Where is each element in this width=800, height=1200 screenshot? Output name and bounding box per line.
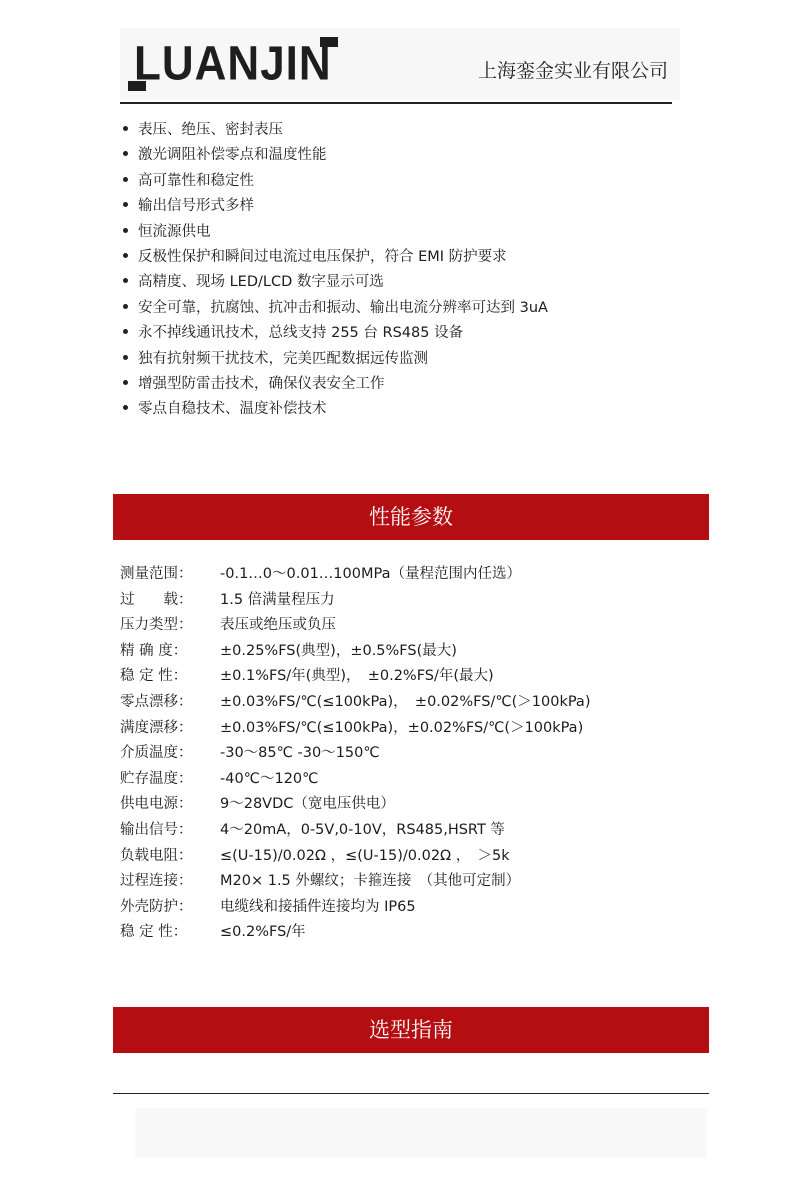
spec-value: -40℃～120℃ xyxy=(220,770,319,787)
spec-label: 零点漂移： xyxy=(120,693,193,710)
spec-value: 9～28VDC（宽电压供电） xyxy=(220,796,395,813)
luanjin-logo xyxy=(128,36,333,92)
feature-item: 安全可靠，抗腐蚀、抗冲击和振动、输出电流分辨率可达到 3uA xyxy=(120,296,548,321)
spec-row xyxy=(120,562,590,588)
spec-label: 过程连接： xyxy=(120,873,193,890)
feature-item: 独有抗射频干扰技术，完美匹配数据远传监测 xyxy=(120,347,548,372)
feature-item: 增强型防雷击技术，确保仪表安全工作 xyxy=(120,372,548,397)
spec-value: M20× 1.5 外螺纹；卡箍连接 （其他可定制） xyxy=(220,873,521,890)
spec-value: ±0.03%FS/℃(≤100kPa)， ±0.02%FS/℃(＞100kPa) xyxy=(220,693,591,710)
spec-row xyxy=(120,920,590,946)
feature-item: 激光调阻补偿零点和温度性能 xyxy=(120,143,548,168)
spec-row xyxy=(120,869,590,895)
spec-value: 电缆线和接插件连接均为 IP65 xyxy=(220,898,416,915)
feature-item: 输出信号形式多样 xyxy=(120,194,548,219)
bullet-icon xyxy=(123,355,128,360)
spec-label: 贮存温度： xyxy=(120,770,193,787)
feature-item: 永不掉线通讯技术，总线支持 255 台 RS485 设备 xyxy=(120,321,548,346)
logo-text: LUANJIN xyxy=(134,36,332,91)
feature-item: 高可靠性和稳定性 xyxy=(120,169,548,194)
bullet-icon xyxy=(123,405,128,410)
header-divider xyxy=(120,102,672,104)
spec-value: ±0.1%FS/年(典型)， ±0.2%FS/年(最大) xyxy=(220,668,494,685)
spec-value: 4～20mA，0-5V,0-10V，RS485,HSRT 等 xyxy=(220,821,505,838)
footer-area xyxy=(135,1108,707,1158)
spec-label: 外壳防护： xyxy=(120,898,193,915)
bullet-icon xyxy=(123,151,128,156)
spec-value: 表压或绝压或负压 xyxy=(220,617,336,634)
spec-row xyxy=(120,690,590,716)
spec-value: ±0.25%FS(典型)，±0.5%FS(最大) xyxy=(220,642,457,659)
spec-value: -0.1…0～0.01…100MPa（量程范围内任选） xyxy=(220,566,521,582)
spec-label: 供电电源： xyxy=(120,796,193,813)
bullet-icon xyxy=(123,253,128,258)
feature-item: 反极性保护和瞬间过电流过电压保护，符合 EMI 防护要求 xyxy=(120,245,548,270)
spec-row xyxy=(120,767,590,793)
spec-table xyxy=(120,562,590,946)
spec-label: 稳 定 性： xyxy=(120,924,188,941)
bullet-icon xyxy=(123,126,128,131)
spec-label: 稳 定 性： xyxy=(120,668,188,685)
spec-label: 介质温度： xyxy=(120,745,193,762)
spec-value: ≤0.2%FS/年 xyxy=(220,924,306,941)
spec-label: 满度漂移： xyxy=(120,719,193,736)
spec-value: -30～85℃ -30～150℃ xyxy=(220,745,380,762)
company-name: 上海銮金实业有限公司 xyxy=(477,60,668,82)
bullet-icon xyxy=(123,304,128,309)
spec-row xyxy=(120,639,590,665)
bullet-icon xyxy=(123,329,128,334)
bullet-icon xyxy=(123,202,128,207)
spec-row xyxy=(120,895,590,921)
bullet-icon xyxy=(123,177,128,182)
spec-row xyxy=(120,588,590,614)
spec-label: 精 确 度： xyxy=(120,642,188,659)
spec-label: 压力类型： xyxy=(120,617,193,634)
spec-row xyxy=(120,818,590,844)
spec-label: 测量范围： xyxy=(120,566,193,582)
feature-item: 零点自稳技术、温度补偿技术 xyxy=(120,397,548,422)
bullet-icon xyxy=(123,380,128,385)
spec-row xyxy=(120,664,590,690)
spec-value: 1.5 倍满量程压力 xyxy=(220,591,335,608)
spec-row xyxy=(120,844,590,870)
spec-label: 输出信号： xyxy=(120,821,193,838)
bullet-icon xyxy=(123,228,128,233)
spec-value: ≤(U-15)/0.02Ω ，≤(U-15)/0.02Ω ， ＞5k xyxy=(220,847,510,864)
spec-row xyxy=(120,792,590,818)
spec-row xyxy=(120,716,590,742)
bullet-icon xyxy=(123,278,128,283)
page-header xyxy=(120,28,680,100)
section-banner-selection: 选型指南 xyxy=(113,1007,709,1053)
spec-row xyxy=(120,741,590,767)
section-banner-performance: 性能参数 xyxy=(113,494,709,540)
spec-label: 负载电阻： xyxy=(120,847,193,864)
footer-divider xyxy=(113,1093,709,1094)
feature-item: 高精度、现场 LED/LCD 数字显示可选 xyxy=(120,270,548,295)
feature-list xyxy=(120,118,548,423)
feature-item: 表压、绝压、密封表压 xyxy=(120,118,548,143)
feature-item: 恒流源供电 xyxy=(120,220,548,245)
spec-label: 过 载： xyxy=(120,591,193,608)
spec-value: ±0.03%FS/℃(≤100kPa)，±0.02%FS/℃(＞100kPa) xyxy=(220,719,584,736)
spec-row xyxy=(120,613,590,639)
